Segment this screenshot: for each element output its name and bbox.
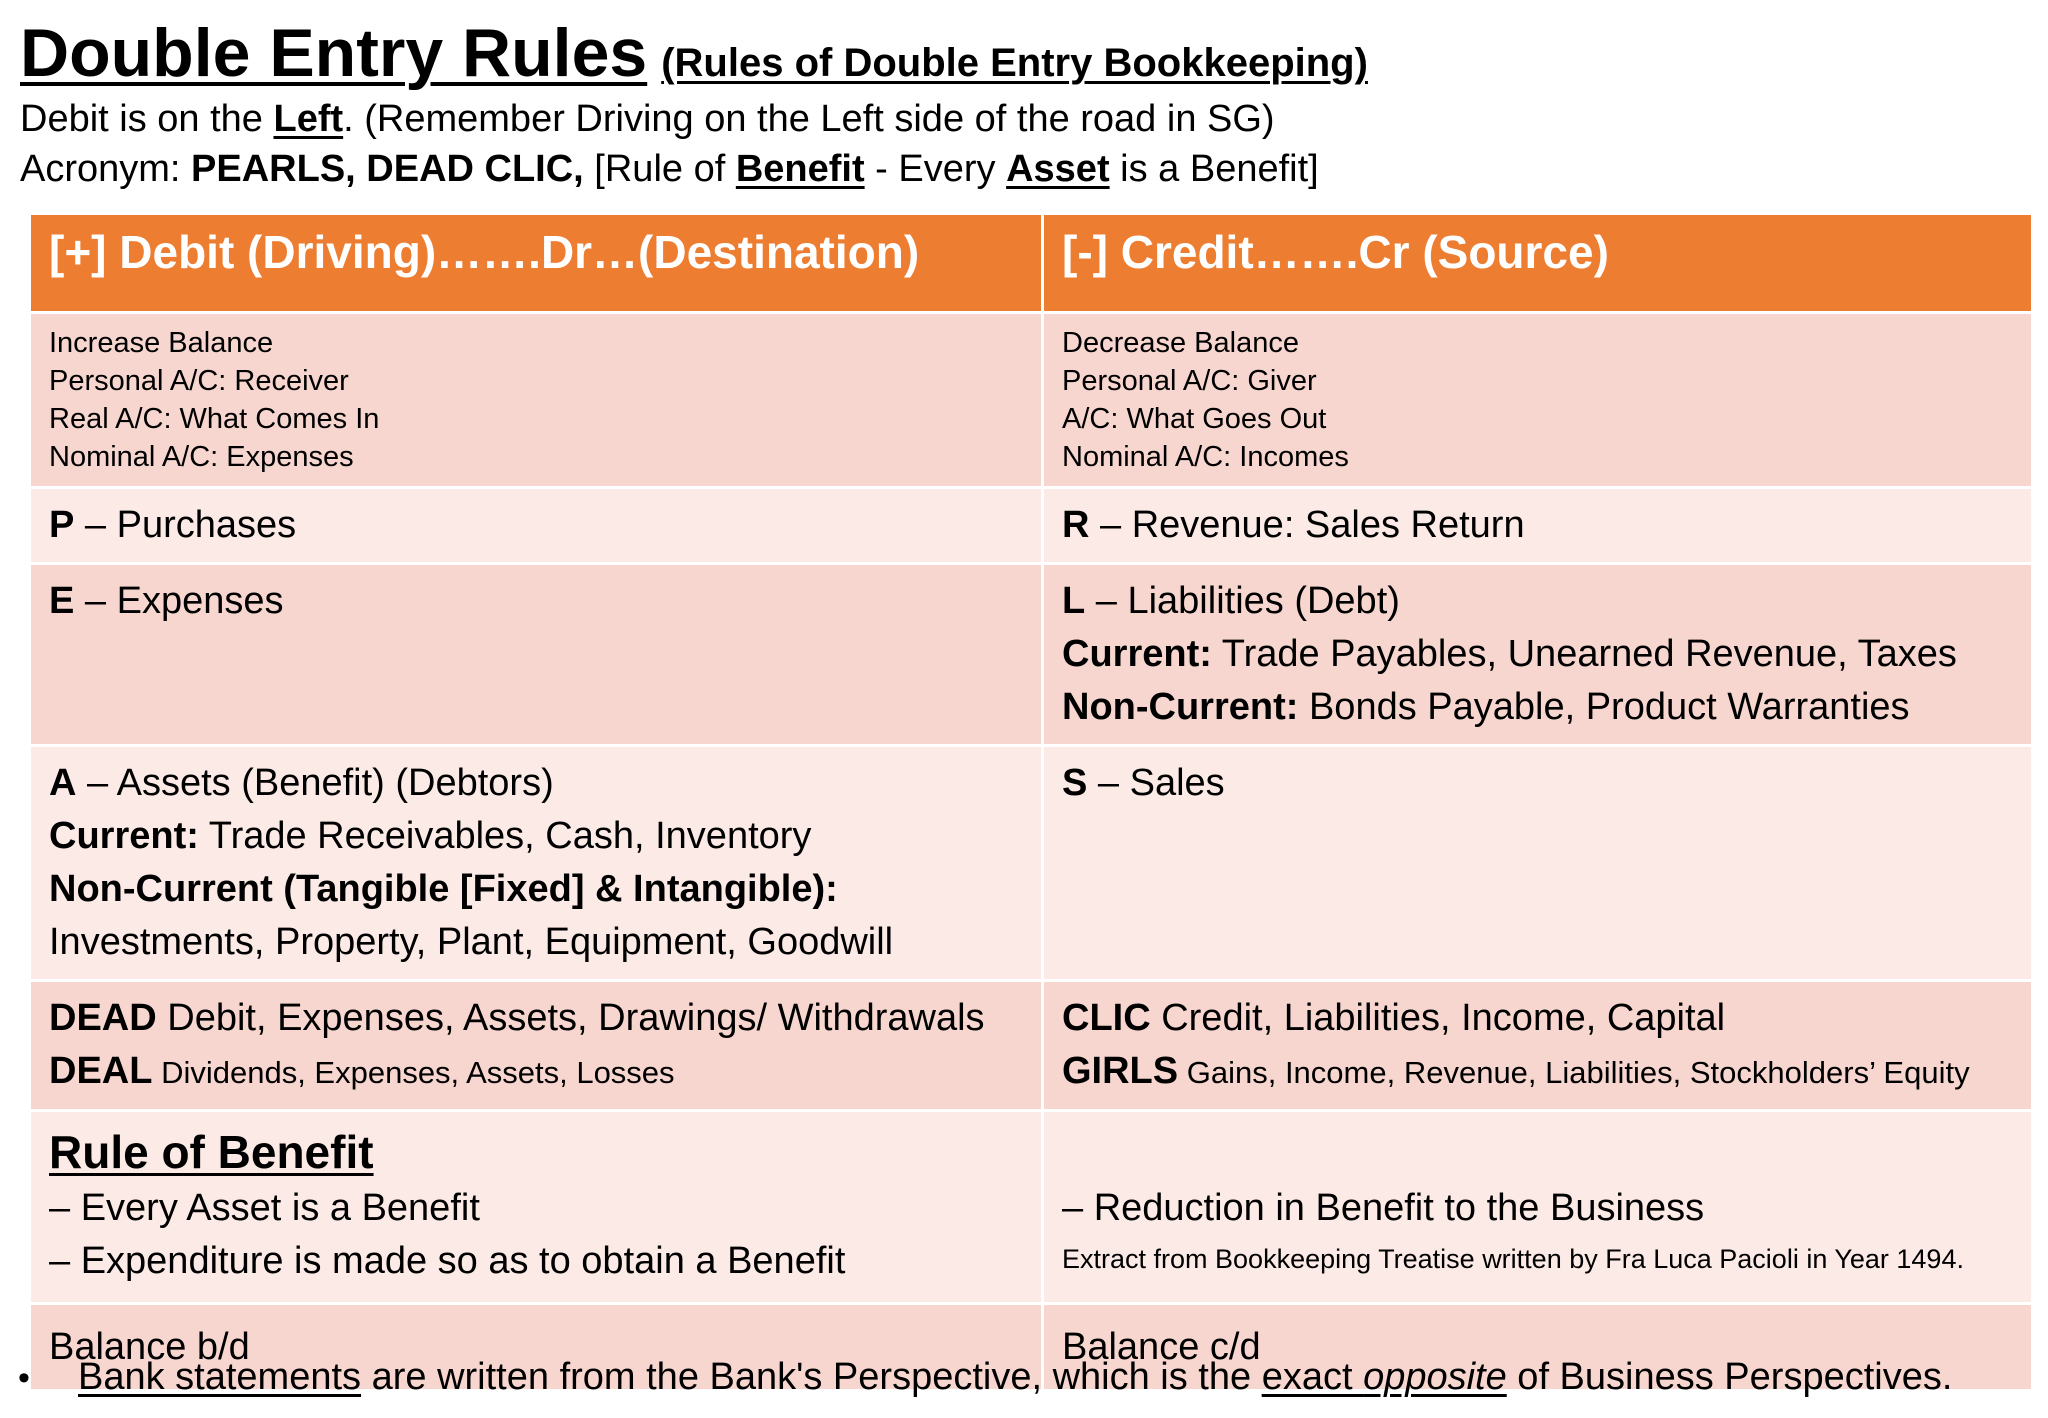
intro-text: Debit is on the [20,98,274,140]
intro-benefit-emphasis: Benefit [735,148,865,190]
intro-acronyms: PEARLS, DEAD CLIC, [191,148,584,190]
list-item: Personal A/C: Receiver [49,365,349,397]
debit-header: [+] Debit (Driving)…….Dr…(Destination) [30,214,1043,313]
list-item: A/C: What Goes Out [1062,403,1327,435]
expenses-text: – Expenses [74,580,284,622]
list-item: Real A/C: What Comes In [49,403,380,435]
list-item: Nominal A/C: Incomes [1062,441,1349,473]
current-label: Current: [49,815,199,857]
cell-revenue [1043,488,2033,564]
clic-text: Credit, Liabilities, Income, Capital [1150,997,1726,1039]
list-item: Increase Balance [49,327,274,359]
credit-header: [-] Credit…….Cr (Source) [1043,214,2033,313]
intro-text: - Every [864,148,1007,190]
cell-clic-girls [1043,981,2033,1111]
cell-assets [30,746,1043,981]
list-item: Decrease Balance [1062,327,1299,359]
footer-text: of Business Perspectives. [1506,1356,1953,1398]
revenue-text: – Revenue: Sales Return [1089,504,1525,546]
table-row-benefit [30,1111,2033,1304]
exact-text: exact [1261,1356,1364,1398]
letter-l: L [1062,580,1086,622]
benefit-line: – Expenditure is made so as to obtain a Benefit [49,1240,846,1282]
letter-a: A [49,762,77,804]
letter-r: R [1062,504,1090,546]
cell-purchases [30,488,1043,564]
title-subtitle: (Rules of Double Entry Bookkeeping) [661,41,1368,85]
liabilities-text: – Liabilities (Debt) [1085,580,1400,622]
deal-text: Dividends, Expenses, Assets, Losses [152,1055,675,1090]
current-assets-text: Trade Receivables, Cash, Inventory [198,815,812,857]
letter-e: E [49,580,75,622]
dead-label: DEAD [49,997,157,1039]
current-label: Current: [1062,633,1212,675]
intro-text: is a Benefit] [1109,148,1319,190]
deal-label: DEAL [49,1050,153,1092]
bullet-icon: • [18,1359,30,1397]
noncurrent-label: Non-Current (Tangible [Fixed] & Intangible): [49,868,838,910]
cell-benefit-reduction [1043,1111,2033,1304]
bank-statement-note [18,1356,1952,1399]
table-row-a-s [30,746,2033,981]
purchases-text: – Purchases [74,504,297,546]
table-header-row [30,214,2033,313]
intro-text: . (Remember Driving on the Left side of the road in SG) [343,98,1275,140]
bank-statements-text: Bank statements [78,1356,362,1398]
intro-text: Acronym: [20,148,192,190]
opposite-text: opposite [1363,1356,1507,1398]
intro-text: [Rule of [583,148,736,190]
credit-balance-rules [1043,313,2033,488]
cell-rule-of-benefit [30,1111,1043,1304]
rule-of-benefit-title: Rule of Benefit [49,1126,374,1178]
benefit-reduction-line: – Reduction in Benefit to the Business [1062,1187,1705,1229]
debit-balance-rules [30,313,1043,488]
cell-balance-bd: Balance b/d [30,1304,1043,1391]
clic-label: CLIC [1062,997,1151,1039]
cell-sales [1043,746,2033,981]
current-liabilities-text: Trade Payables, Unearned Revenue, Taxes [1211,633,1957,675]
rules-table [28,212,2034,1392]
intro-asset-emphasis: Asset [1006,148,1110,190]
cell-balance-cd: Balance c/d [1043,1304,2033,1391]
cell-dead-deal [30,981,1043,1111]
assets-text: – Assets (Benefit) (Debtors) [76,762,554,804]
pacioli-note: Extract from Bookkeeping Treatise written by Fra Luca Pacioli in Year 1494. [1062,1244,1964,1274]
noncurrent-label: Non-Current: [1062,686,1299,728]
list-item: Nominal A/C: Expenses [49,441,354,473]
page-title [20,14,1368,92]
girls-text: Gains, Income, Revenue, Liabilities, Stockholders’ Equity [1178,1055,1970,1090]
noncurrent-liabilities-text: Bonds Payable, Product Warranties [1298,686,1910,728]
girls-label: GIRLS [1062,1050,1179,1092]
intro-line-2 [20,148,1319,191]
letter-s: S [1062,762,1088,804]
footer-text: are written from the Bank's Perspective, which is the [361,1356,1262,1398]
noncurrent-assets-text: Investments, Property, Plant, Equipment, Goodwill [49,921,894,963]
sales-text: – Sales [1087,762,1225,804]
table-row-acronyms [30,981,2033,1111]
title-main: Double Entry Rules [20,15,648,91]
table-row-e-l [30,564,2033,746]
dead-text: Debit, Expenses, Assets, Drawings/ Withdrawals [156,997,985,1039]
cell-expenses [30,564,1043,746]
cell-liabilities [1043,564,2033,746]
intro-left-emphasis: Left [273,98,344,140]
intro-line-1 [20,98,1275,141]
benefit-line: – Every Asset is a Benefit [49,1187,480,1229]
list-item: Personal A/C: Giver [1062,365,1317,397]
table-row-p-r [30,488,2033,564]
letter-p: P [49,504,75,546]
table-row-balance-rules [30,313,2033,488]
